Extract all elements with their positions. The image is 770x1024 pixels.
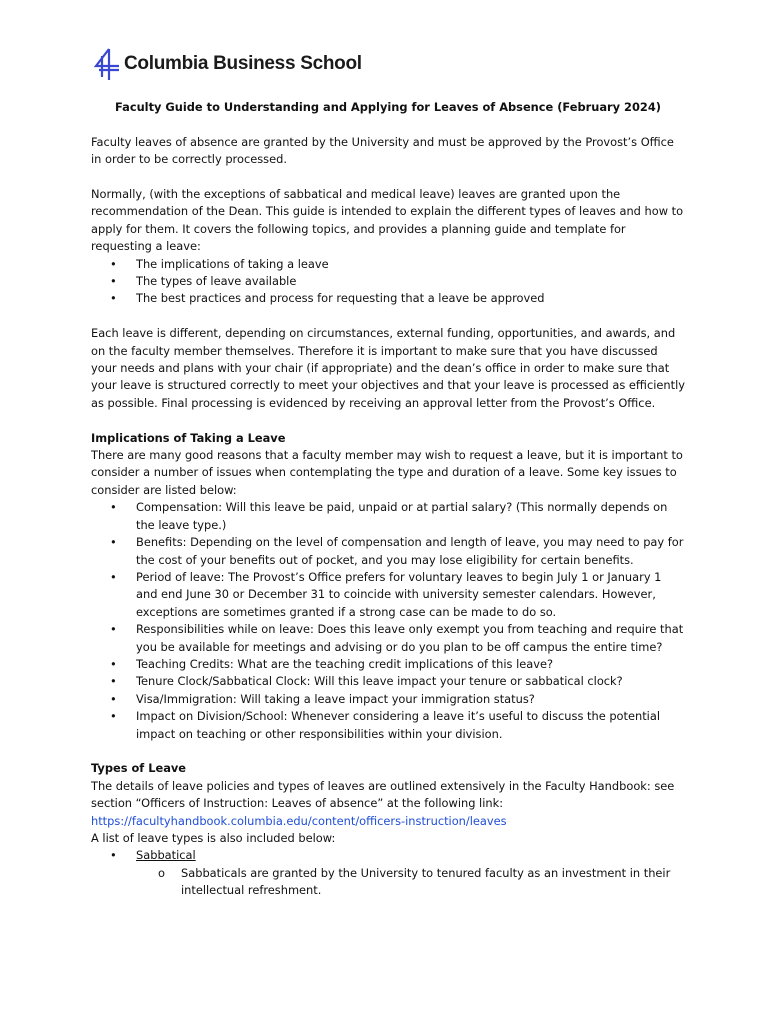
list-item: • Teaching Credits: What are the teaching credit implications of this leave? [136,656,685,673]
list-item: • Benefits: Depending on the level of compensation and length of leave, you may need to pay for the cost of your benefits out of pocket, and you may lose eligibility for certain benefits. [136,534,685,569]
types-list-intro: A list of leave types is also included below: [91,830,336,845]
list-item: • The implications of taking a leave [136,256,685,273]
leave-types-list [91,847,685,899]
list-item: • Tenure Clock/Sabbatical Clock: Will this leave impact your tenure or sabbatical clock? [136,673,685,690]
intro-paragraph-2: Normally, (with the exceptions of sabbatical and medical leave) leaves are granted upon the recommendation of the Dean. This guide is intended to explain the different types of leaves and how to apply for them. It covers the following topics, and provides a planning guide and template for requesting a leave: [91,187,684,254]
list-item: • Responsibilities while on leave: Does this leave only exempt you from teaching and require that you be available for meetings and advising or do you plan to be off campus the entire time? [136,621,685,656]
list-item: • Visa/Immigration: Will taking a leave impact your immigration status? [136,691,685,708]
columbia-business-school-logo [93,46,362,82]
faculty-handbook-link[interactable]: https://facultyhandbook.columbia.edu/content/officers-instruction/leaves [91,813,507,828]
implications-intro: There are many good reasons that a faculty member may wish to request a leave, but it is important to consider a number of issues when contemplating the type and duration of a leave. Some key issues to consider are listed below: [91,448,683,497]
intro-paragraph-3: Each leave is different, depending on circumstances, external funding, opportunities, and awards, and on the faculty member themselves. Therefore it is important to make sure that you have discussed your needs and plans with your chair (if appropriate) and the dean’s office in order to make sure that your leave is structured correctly to meet your objectives and that your leave is processed as efficiently as possible. Final processing is evidenced by receiving an approval letter from the Provost’s Office. [91,326,685,410]
implications-list [91,499,685,743]
list-item: • Period of leave: The Provost’s Office prefers for voluntary leaves to begin July 1 or January 1 and end June 30 or December 31 to coincide with university semester calendars. However, exceptions are sometimes granted if a strong case can be made to do so. [136,569,685,621]
list-item: • The types of leave available [136,273,685,290]
types-intro: The details of leave policies and types of leaves are outlined extensively in the Faculty Handbook: see section “Officers of Instruction: Leaves of absence” at the following link: [91,778,675,811]
list-item [136,847,685,899]
leave-type-name: Sabbatical [136,848,196,863]
intro-paragraph-1: Faculty leaves of absence are granted by the University and must be approved by the Provost’s Office in order to be correctly processed. [91,134,674,167]
document-body [91,99,685,900]
list-item: o Sabbaticals are granted by the University to tenured faculty as an investment in their intellectual refreshment. [181,865,685,900]
list-item: • Impact on Division/School: Whenever considering a leave it’s useful to discuss the potential impact on teaching or other responsibilities within your division. [136,708,685,743]
crown-icon [93,47,121,81]
document-title: Faculty Guide to Understanding and Applying for Leaves of Absence (February 2024) [115,100,661,114]
topics-list [91,256,685,308]
list-item: • Compensation: Will this leave be paid, unpaid or at partial salary? (This normally depends on the leave type.) [136,499,685,534]
implications-heading: Implications of Taking a Leave [91,430,286,445]
logo-wordmark: Columbia Business School [124,53,362,74]
leave-type-details [136,865,685,900]
types-heading: Types of Leave [91,761,187,776]
list-item: • The best practices and process for requesting that a leave be approved [136,290,685,307]
